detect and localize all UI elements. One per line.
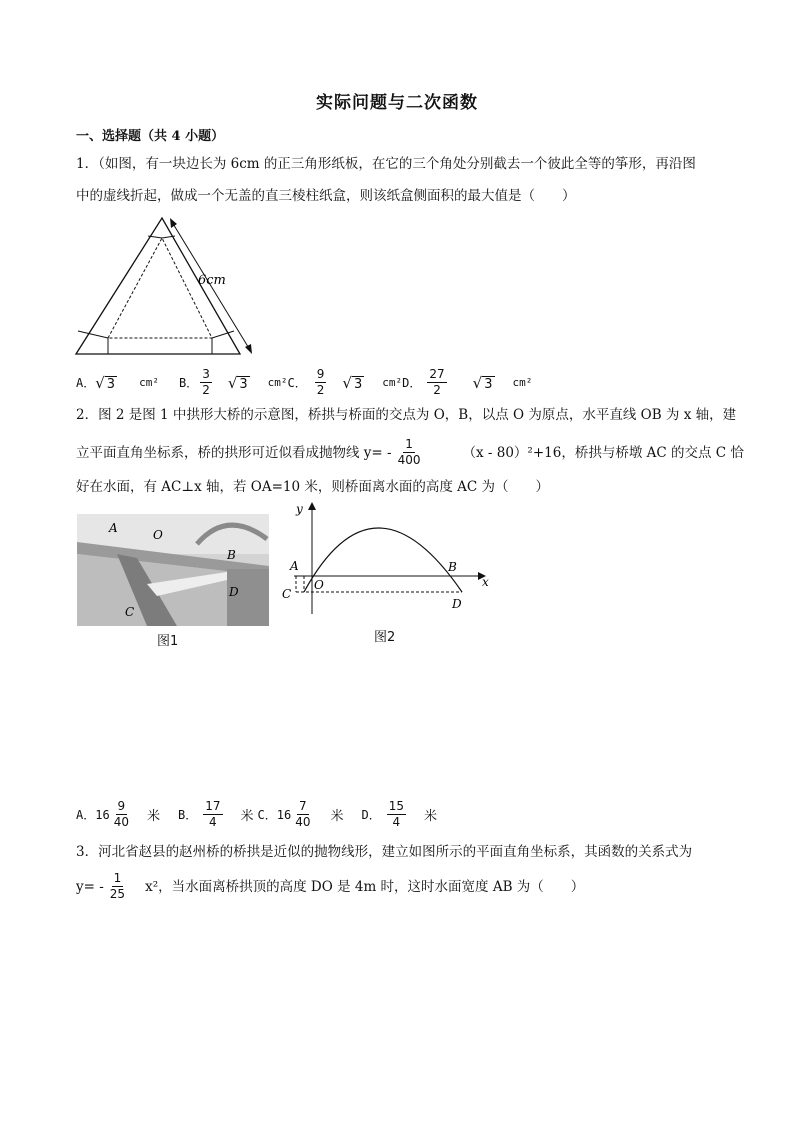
q1-option-a-sqrt: √ 3	[95, 373, 116, 392]
q3-line2	[76, 872, 584, 901]
q1-option-c-unit: cm²	[382, 376, 403, 389]
photo-label-a: A	[109, 521, 118, 535]
q2-option-c-whole: 16	[276, 807, 292, 822]
q2-option-c-letter: C．	[257, 808, 277, 822]
q2-parabola-diagram	[276, 500, 496, 618]
q3-formula-fraction: $\frac{1}{25}$	[109, 871, 126, 901]
q1-option-b-fraction: $\frac{3}{2}$	[202, 367, 210, 397]
q2-option-d-unit: 米	[424, 809, 438, 824]
photo-label-o: O	[153, 528, 163, 542]
q1-option-a-letter: A．	[76, 376, 96, 390]
q1-line1: 1．（如图，有一块边长为 6cm 的正三角形纸板，在它的三个角处分别截去一个彼此全等的筝形，再沿图	[76, 156, 696, 172]
q2-line1: 2．图 2 是图 1 中拱形大桥的示意图，桥拱与桥面的交点为 O，B，以点 O 为原点，水平直线 OB 为 x 轴，建	[76, 407, 737, 423]
photo-label-b: B	[227, 548, 236, 562]
q1-options	[76, 368, 532, 397]
q1-triangle-figure	[72, 212, 272, 360]
diagram-label-d: D	[452, 597, 462, 611]
diagram-label-a: A	[290, 559, 299, 573]
q2-formula-fraction: $\frac{1}{400}$	[397, 437, 421, 467]
q1-option-d-letter: D．	[402, 376, 422, 390]
q2-option-a-whole: 16	[95, 807, 110, 822]
diagram-label-x: x	[482, 575, 489, 589]
q3-line2-start: y= -	[76, 878, 104, 895]
q1-option-b-letter: B．	[178, 376, 199, 390]
page-title: 实际问题与二次函数	[316, 93, 478, 113]
photo-label-d: D	[229, 585, 239, 599]
q1-option-c-fraction: $\frac{9}{2}$	[316, 367, 325, 397]
q2-line3: 好在水面，有 AC⊥x 轴，若 OA=10 米，则桥面离水面的高度 AC 为（ ）	[76, 479, 550, 495]
diagram-label-c: C	[282, 587, 292, 601]
fig2-caption: 图2	[374, 630, 396, 645]
q1-option-a-unit: cm²	[139, 376, 159, 389]
q1-option-b-unit: cm²	[267, 376, 288, 389]
q2-option-a-fraction: $\frac{9}{40}$	[113, 799, 129, 829]
q3-line2-end: x²，当水面离桥拱顶的高度 DO 是 4m 时，这时水面宽度 AB 为（ ）	[145, 878, 585, 895]
q2-option-d-letter: D．	[361, 808, 381, 822]
diagram-label-o: O	[314, 578, 324, 592]
diagram-label-y: y	[296, 502, 303, 516]
photo-label-c: C	[125, 605, 135, 619]
section-heading: 一、选择题（共 4 小题）	[76, 129, 225, 144]
fig1-caption: 图1	[157, 634, 179, 649]
q2-line2-end: （x - 80）²+16，桥拱与桥墩 AC 的交点 C 恰	[462, 444, 744, 461]
q2-line2-start: 立平面直角坐标系，桥的拱形可近似看成抛物线 y= -	[76, 444, 392, 461]
q1-option-c-letter: C．	[287, 376, 307, 390]
q2-option-a-unit: 米	[146, 809, 160, 824]
q2-option-b-letter: B．	[177, 808, 198, 822]
q3-line1: 3．河北省赵县的赵州桥的桥拱是近似的抛物线形，建立如图所示的平面直角坐标系，其函数的关系式为	[76, 844, 693, 860]
diagram-label-b: B	[448, 560, 457, 574]
q2-options	[76, 800, 437, 829]
q2-option-d-fraction: $\frac{15}{4}$	[388, 799, 405, 829]
q1-option-d-unit: cm²	[512, 376, 533, 389]
q1-option-d-fraction: $\frac{27}{2}$	[429, 367, 445, 397]
q2-option-c-unit: 米	[330, 809, 344, 824]
q2-option-b-fraction: $\frac{17}{4}$	[205, 799, 221, 829]
q2-option-b-unit: 米	[240, 809, 254, 824]
q1-option-d-sqrt: √ 3	[472, 373, 493, 392]
q1-line2: 中的虚线折起，做成一个无盖的直三棱柱纸盒，则该纸盒侧面积的最大值是（ ）	[76, 188, 576, 204]
q1-option-b-sqrt: √ 3	[227, 373, 248, 392]
q1-option-c-sqrt: √ 3	[342, 373, 363, 392]
side-length-label: 6cm	[198, 273, 226, 288]
q2-bridge-photo	[77, 514, 269, 626]
q2-option-c-fraction: $\frac{7}{40}$	[295, 799, 311, 829]
q2-option-a-letter: A．	[76, 808, 96, 822]
q2-line2	[76, 438, 744, 467]
